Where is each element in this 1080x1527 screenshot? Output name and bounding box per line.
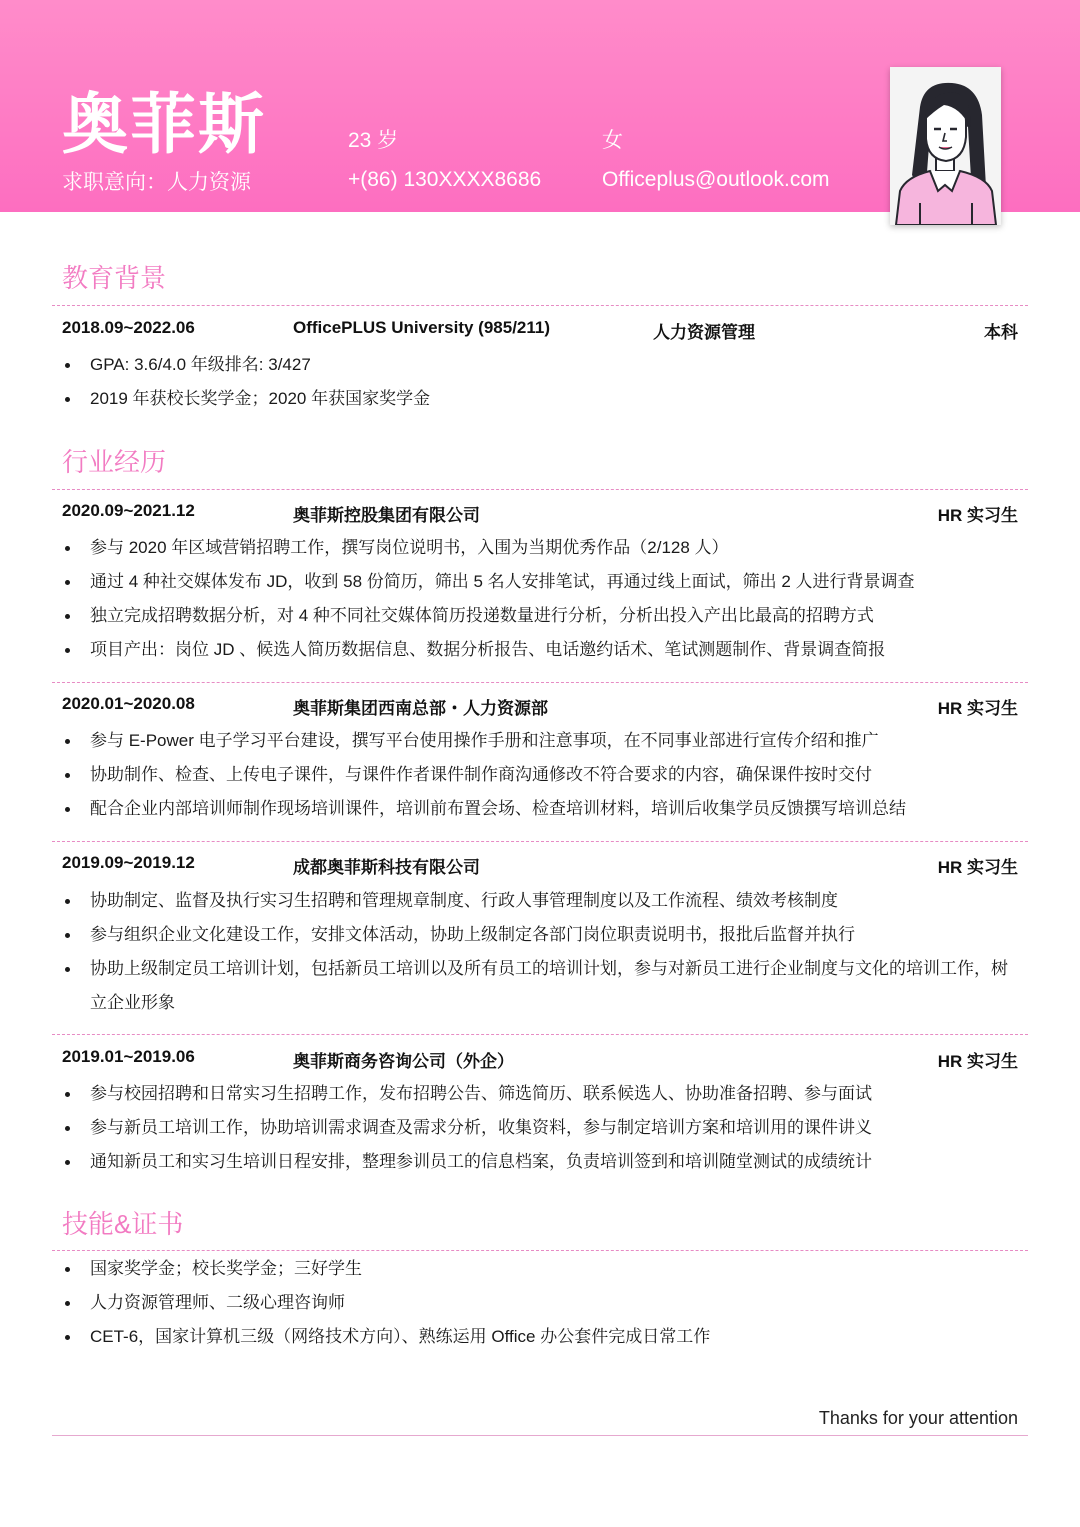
experience-date: 2020.01~2020.08 <box>62 694 195 713</box>
list-item: 项目产出：岗位 JD 、候选人简历数据信息、数据分析报告、电话邀约话术、笔试测题制作、背景调查简报 <box>62 633 1022 667</box>
education-bullets <box>62 348 1022 416</box>
experience-role: HR 实习生 <box>937 1052 1018 1071</box>
section-title-skills: 技能&证书 <box>62 1209 184 1239</box>
list-item: 独立完成招聘数据分析，对 4 种不同社交媒体简历投递数量进行分析，分析出投入产出比最高的招聘方式 <box>62 599 1022 633</box>
experience-bullets <box>62 531 1022 667</box>
education-major: 人力资源管理 <box>653 323 755 342</box>
experience-role: HR 实习生 <box>937 858 1018 877</box>
list-item: GPA: 3.6/4.0 年级排名: 3/427 <box>62 348 1022 382</box>
gender: 女 <box>602 129 623 152</box>
section-title-experience: 行业经历 <box>62 447 167 477</box>
thanks-note: Thanks for your attention <box>818 1408 1018 1428</box>
experience-company: 奥菲斯控股集团有限公司 <box>293 506 480 525</box>
list-item: 人力资源管理师、二级心理咨询师 <box>62 1286 1022 1320</box>
list-item: 协助制作、检查、上传电子课件，与课件作者课件制作商沟通修改不符合要求的内容，确保课件按时交付 <box>62 758 1022 792</box>
candidate-name: 奥菲斯 <box>62 87 266 161</box>
experience-date: 2020.09~2021.12 <box>62 501 195 520</box>
experience-company: 奥菲斯集团西南总部・人力资源部 <box>293 699 548 718</box>
divider <box>52 1250 1028 1251</box>
list-item: 通过 4 种社交媒体发布 JD，收到 58 份简历，筛出 5 名人安排笔试，再通过线上面试，筛出 2 人进行背景调查 <box>62 565 1022 599</box>
list-item: 参与校园招聘和日常实习生招聘工作，发布招聘公告、筛选简历、联系候选人、协助准备招聘、参与面试 <box>62 1077 1022 1111</box>
avatar <box>890 67 1001 225</box>
divider <box>52 682 1028 683</box>
list-item: 配合企业内部培训师制作现场培训课件，培训前布置会场、检查培训材料，培训后收集学员反馈撰写培训总结 <box>62 792 1022 826</box>
divider <box>52 489 1028 490</box>
section-title-education: 教育背景 <box>62 263 167 293</box>
education-date: 2018.09~2022.06 <box>62 318 195 337</box>
email-address: Officeplus@outlook.com <box>602 168 830 191</box>
education-degree: 本科 <box>984 323 1018 342</box>
list-item: 协助制定、监督及执行实习生招聘和管理规章制度、行政人事管理制度以及工作流程、绩效考核制度 <box>62 884 1022 918</box>
experience-bullets <box>62 724 1022 826</box>
experience-date: 2019.09~2019.12 <box>62 853 195 872</box>
age: 23 岁 <box>348 129 399 152</box>
list-item: CET-6，国家计算机三级（网络技术方向）、熟练运用 Office 办公套件完成日常工作 <box>62 1320 1022 1354</box>
avatar-illustration-icon <box>890 67 1001 225</box>
job-intent: 求职意向：人力资源 <box>62 171 251 194</box>
experience-bullets <box>62 884 1022 1020</box>
list-item: 参与 E-Power 电子学习平台建设，撰写平台使用操作手册和注意事项，在不同事业部进行宣传介绍和推广 <box>62 724 1022 758</box>
list-item: 协助上级制定员工培训计划，包括新员工培训以及所有员工的培训计划，参与对新员工进行企业制度与文化的培训工作，树立企业形象 <box>62 952 1022 1020</box>
education-school: OfficePLUS University (985/211) <box>293 318 551 337</box>
experience-company: 奥菲斯商务咨询公司（外企） <box>293 1052 514 1071</box>
list-item: 参与 2020 年区域营销招聘工作，撰写岗位说明书，入围为当期优秀作品（2/128 人） <box>62 531 1022 565</box>
skills-bullets <box>62 1252 1022 1354</box>
experience-bullets <box>62 1077 1022 1179</box>
list-item: 参与组织企业文化建设工作，安排文体活动，协助上级制定各部门岗位职责说明书，报批后监督并执行 <box>62 918 1022 952</box>
phone-number: +(86) 130XXXX8686 <box>348 168 542 191</box>
divider <box>52 1034 1028 1035</box>
experience-date: 2019.01~2019.06 <box>62 1047 195 1066</box>
list-item: 国家奖学金；校长奖学金；三好学生 <box>62 1252 1022 1286</box>
list-item: 通知新员工和实习生培训日程安排，整理参训员工的信息档案，负责培训签到和培训随堂测试的成绩统计 <box>62 1145 1022 1179</box>
experience-company: 成都奥菲斯科技有限公司 <box>293 858 480 877</box>
experience-role: HR 实习生 <box>937 699 1018 718</box>
divider <box>52 305 1028 306</box>
divider <box>52 841 1028 842</box>
list-item: 2019 年获校长奖学金；2020 年获国家奖学金 <box>62 382 1022 416</box>
footer-divider <box>52 1435 1028 1436</box>
list-item: 参与新员工培训工作，协助培训需求调查及需求分析，收集资料，参与制定培训方案和培训用的课件讲义 <box>62 1111 1022 1145</box>
experience-role: HR 实习生 <box>937 506 1018 525</box>
